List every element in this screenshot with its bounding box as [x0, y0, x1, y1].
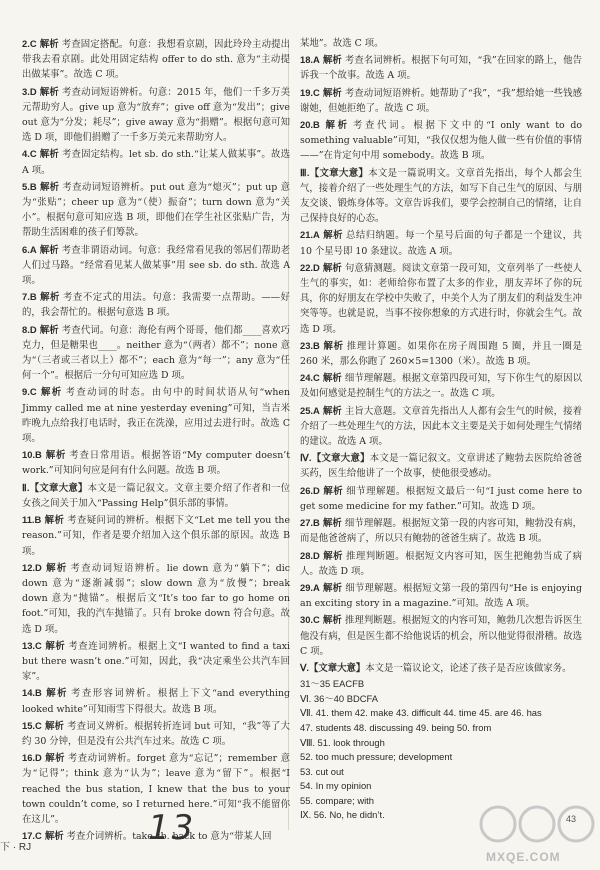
handwritten-page-mark: 13	[148, 808, 196, 848]
item-text: 句意猜测题。阅读文章第一段可知，文章列举了一些使人生气的事实，如：老师给你布置了太多的作业，朋友弄坏了你的玩具，你的好朋友在学校中失败了，中美个人为了朋友们的利益发生冲突等等。也就是说，当事不按你想象的方式进行时，你就会生气。故选 D 项。	[300, 262, 582, 335]
answer-row: 53. cut out	[300, 765, 344, 777]
answer-item	[300, 483, 582, 514]
item-number: 7.B	[22, 291, 37, 303]
answer-item	[300, 227, 582, 258]
answer-item	[300, 515, 582, 546]
item-number: 30.C	[300, 614, 320, 626]
item-number: 26.D	[300, 484, 320, 496]
item-text: 考查动词短语辨析。句意：2015 年，他们一千多万美元帮助穷人。give up 意为“放弃”；give off 意为“发出”；give out 意为“分发；耗尽”；give away 意为“捐赠”。根据句意可知选 D 项，即他们捐赠了一千多万美元来帮助穷人。	[22, 86, 290, 144]
edition-label: 下 · RJ	[0, 842, 32, 853]
item-number: 24.C	[300, 372, 320, 384]
answer-item	[300, 117, 582, 164]
answer-item	[300, 450, 582, 481]
item-number: 8.D	[22, 323, 37, 335]
answer-row: 52. too much pressure; development	[300, 751, 453, 763]
item-label: 解析	[322, 86, 342, 98]
item-label: 解析	[39, 85, 59, 97]
answer-item	[22, 638, 290, 685]
answer-item	[300, 260, 582, 337]
item-label: 解析	[44, 639, 66, 651]
item-label: 解析	[39, 291, 60, 303]
item-label: 解析	[39, 180, 60, 192]
answer-item	[300, 403, 582, 450]
item-text: 考查连词辨析。根据上文“I wanted to find a taxi but there wasn’t one.”可知，因此，我“决定乘坐公共汽车回家”。	[22, 640, 290, 683]
answer-row: Ⅸ. 56. No, he didn’t.	[300, 809, 385, 821]
item-label: 解析	[322, 229, 343, 241]
item-label: 解析	[322, 484, 344, 496]
item-label: 解析	[322, 261, 342, 273]
item-label: 解析	[44, 719, 65, 731]
item-label: 解析	[44, 449, 67, 461]
answer-item	[300, 338, 582, 369]
item-label: 解析	[44, 514, 65, 526]
item-text: 推理判断题。根据短文内容可知，医生把鲍勃当成了病人。故选 D 项。	[300, 550, 582, 577]
answer-row: Ⅶ. 41. them 42. make 43. difficult 44. time 45. are 46. has	[300, 707, 542, 719]
answer-item	[22, 685, 290, 716]
item-number: Ⅴ.【文章大意】	[300, 661, 366, 673]
item-number: 3.D	[22, 85, 37, 97]
answer-row: 55. compare; with	[300, 794, 374, 806]
answer-item	[300, 660, 582, 676]
answer-item	[22, 480, 290, 511]
item-label: 解析	[44, 830, 64, 842]
item-number: 23.B	[300, 339, 320, 351]
item-text: 考查动词短语辨析。她帮助了“我”，“我”想给她一些钱感谢她，但她拒绝了。故选 C 项。	[300, 87, 582, 114]
item-text: 考查代词。句意：海伦有两个哥哥，他们都____喜欢巧克力，但是糖果也____。neither 意为“（两者）都不”；none 意为“（三者或三者以上）都不”；each 意为“每一”；any 意为“任何一个”。根据后一分句可知应选 D 项。	[22, 324, 290, 382]
item-number: Ⅱ.【文章大意】	[22, 481, 88, 493]
answer-item	[300, 370, 582, 401]
item-label: 解析	[322, 581, 343, 593]
answer-item	[22, 289, 290, 320]
answer-item	[22, 447, 290, 478]
item-number: 14.B	[22, 687, 42, 699]
item-text: 考查形容词辨析。根据上下文“and everything looked white”可知雨雪下得很大。故选 B 项。	[22, 688, 290, 715]
item-number: Ⅳ.【文章大意】	[300, 452, 370, 464]
answer-item	[22, 560, 290, 637]
item-text: 考查固定搭配。句意：我想看京剧，因此玲玲主动提出带我去看京剧。此处用固定结构 offer to do sth. 意为“主动提出做某事”。故选 C 项。	[22, 39, 290, 81]
item-label: 解析	[39, 323, 59, 335]
answer-item	[300, 612, 582, 659]
item-text: 本文是一篇议论文，论述了孩子是否应该做家务。	[365, 662, 572, 674]
answer-item	[22, 146, 290, 177]
answer-item	[22, 84, 290, 146]
item-text: 主旨大意题。文章首先指出人人都有会生气的时候，接着介绍了一些处理生气的方法，因此本文主要是关于如何处理生气情绪的建议。故选 A 项。	[300, 405, 582, 448]
item-text: 考查动词辨析。forget 意为“忘记”；remember 意为“记得”；think 意为“认为”；leave 意为“留下”。根据“I reached the bus station, I knew that the bus to your town couldn’t come, so I returned here.”可知“我不能留你在这儿”。	[22, 753, 290, 825]
item-number: 9.C	[22, 386, 37, 398]
watermark-text: MXQE.COM	[486, 850, 561, 864]
left-column	[22, 36, 290, 845]
item-text: 推理判断题。根据短文的内容可知，鲍勃几次想告诉医生他没有病，但是医生都不给他说话的机会，所以他觉得很滑稽。故选 C 项。	[300, 615, 582, 657]
answer-item	[300, 548, 582, 579]
answer-item	[300, 85, 582, 116]
item-text: 考查介词辨析。take sb. back to 意为“带某人回	[66, 831, 272, 843]
item-text: 考查动词短语辨析。put out 意为“熄灭”；put up 意为“张贴”；cheer up 意为“（使）振奋”；turn down 意为“关小”。根据句意可知应选 B 项，即他们在学生社区张贴广告，为帮助生活困难的孩子们筹款。	[22, 181, 290, 239]
item-number: 4.C	[22, 148, 37, 160]
item-number: Ⅲ.【文章大意】	[300, 166, 369, 178]
item-text: 细节理解题。根据短文最后一句“I just come here to get some medicine for my father.”可知。故选 D 项。	[300, 485, 582, 512]
item-text: 考查代词。根据下文中的“I only want to do something valuable”可知，“我仅仅想为他人做一些有价值的事情——”在肯定句中用 somebody。故选 B 项。	[300, 120, 582, 162]
answer-item	[22, 242, 290, 289]
item-text: 考查日常用语。根据答语“My computer doesn’t work.”可知问句应是问有什么问题。故选 B 项。	[22, 450, 290, 477]
answer-item	[22, 179, 290, 241]
item-label: 解析	[322, 549, 343, 561]
answer-row: 54. In my opinion	[300, 780, 372, 792]
item-number: 19.C	[300, 86, 320, 98]
answer-row: Ⅵ. 36～40 BDCFA	[300, 692, 378, 704]
item-number: 18.A	[300, 54, 320, 66]
item-number: 16.D	[22, 752, 42, 764]
item-text: 推理计算题。如果你在房子周围跑 5 圈，并且一圈是 260 米，那么你跑了 260×5=1300（米）。故选 B 项。	[300, 340, 582, 368]
item-text: 本文是一篇记叙文。文章主要介绍了作者和一位女孩之间关于加入“Passing Help”俱乐部的事情。	[22, 482, 290, 509]
item-label: 解析	[322, 614, 342, 626]
item-label: 解析	[322, 339, 344, 351]
item-number: 21.A	[300, 229, 320, 241]
item-number: 6.A	[22, 243, 37, 255]
item-number: 29.A	[300, 581, 320, 593]
right-column	[300, 36, 582, 823]
answer-item	[22, 36, 290, 83]
answer-item	[22, 322, 290, 384]
answer-item	[300, 36, 582, 51]
item-label: 解析	[39, 243, 59, 255]
item-text: 考查固定结构。let sb. do sth.“让某人做某事”。故选 A 项。	[22, 149, 290, 176]
item-number: 12.D	[22, 561, 42, 573]
item-text: 细节理解题。根据短文第一段的第四句“He is enjoying an exciting story in a magazine.”可知。故选 A 项。	[300, 582, 582, 610]
answer-row: 47. students 48. discussing 49. being 50. from	[300, 721, 492, 733]
item-label: 解析	[322, 119, 350, 131]
item-number: 17.C	[22, 830, 42, 842]
item-number: 2.C	[22, 38, 37, 49]
item-text: 考查名词辨析。根据下句可知，“我”在回家的路上，他告诉我一个故事。故选 A 项。	[300, 55, 582, 82]
item-text: 考查动词的时态。由句中的时间状语从句“when Jimmy called me at nine yesterday evening”可知，当吉米昨晚九点给我打电话时，我正在洗澡，应用过去进行时。故选 C 项。	[22, 387, 290, 445]
item-label: 解析	[322, 54, 342, 66]
item-number: 25.A	[300, 404, 320, 416]
answer-item	[22, 718, 290, 749]
item-number: 15.C	[22, 719, 42, 731]
item-number: 28.D	[300, 549, 320, 561]
item-label: 解析	[44, 687, 68, 699]
item-label: 解析	[39, 38, 59, 49]
answer-item	[300, 165, 582, 227]
item-text: 考查非谓语动词。句意：我经常看见我的邻居们帮助老人们过马路。“经常看见某人做某事”用 see sb. do sth. 故选 A 项。	[22, 244, 290, 287]
item-text: 考查不定式的用法。句意：我需要一点帮助。——好的，我会帮忙的。根据句意选 B 项。	[22, 292, 290, 319]
item-text: 本文是一篇记叙文。文章讲述了鲍勃去医院给爸爸买药，医生给他讲了一个故事，使他很受感动。	[300, 453, 582, 480]
answer-row: 31～35 EACFB	[300, 678, 365, 690]
item-label: 解析	[44, 561, 68, 573]
item-number: 13.C	[22, 639, 42, 651]
answer-row: Ⅷ. 51. look through	[300, 736, 385, 748]
item-number: 10.B	[22, 449, 42, 461]
item-label: 解析	[322, 404, 342, 416]
answer-item	[300, 580, 582, 611]
item-text: 考查词义辨析。根据转折连词 but 可知，“我”等了大约 30 分钟，但是没有公共汽车过来。故选 C 项。	[22, 720, 290, 747]
answer-item	[22, 384, 290, 446]
item-number: 11.B	[22, 514, 42, 526]
answer-item	[22, 512, 290, 559]
answer-item	[300, 52, 582, 83]
item-text: 细节理解题。根据文章第四段可知，写下你生气的原因以及如何感觉是控制生气的方法之一。故选 C 项。	[300, 373, 582, 400]
item-text: 考查疑问词的辨析。根据下文“Let me tell you the reason.”可知，作者是要介绍加入这个俱乐部的原因。故选 B 项。	[22, 515, 290, 557]
item-label: 解析	[322, 517, 342, 529]
item-number: 5.B	[22, 180, 37, 192]
item-label: 解析	[39, 386, 63, 398]
item-number: 27.B	[300, 517, 320, 529]
item-text: 本文是一篇说明文。文章首先指出，每个人都会生气，接着介绍了一些处理生气的方法，如写下自己生气的原因、与朋友交谈、锻炼身体等。文章告诉我们，要学会控制自己的情绪，让自己保持良好的心态。	[300, 167, 582, 225]
item-label: 解析	[44, 752, 65, 764]
item-number: 22.D	[300, 261, 320, 273]
item-label: 解析	[322, 372, 342, 384]
item-number: 20.B	[300, 119, 320, 131]
item-text: 某地”。故选 C 项。	[300, 38, 384, 49]
page-number: 43	[566, 814, 577, 824]
item-text: 总结归纳题。每一个星号后面的句子都是一个建议，共 10 个星号即 10 条建议。故选 A 项。	[300, 230, 582, 257]
item-text: 考查动词短语辨析。lie down 意为“躺下”；dic down 意为“逐渐减弱”；slow down 意为“放慢”；break down 意为“抛锚”。根据后文“It’s too far to go home on foot.”可知，我的汽车抛锚了。只有 broke down 符合句意。故选 D 项。	[22, 562, 290, 635]
item-text: 细节理解题。根据短文第一段的内容可知，鲍勃没有病，而是他爸爸病了，所以只有鲍勃的爸爸生病了。故选 B 项。	[300, 518, 582, 545]
item-label: 解析	[39, 148, 59, 160]
